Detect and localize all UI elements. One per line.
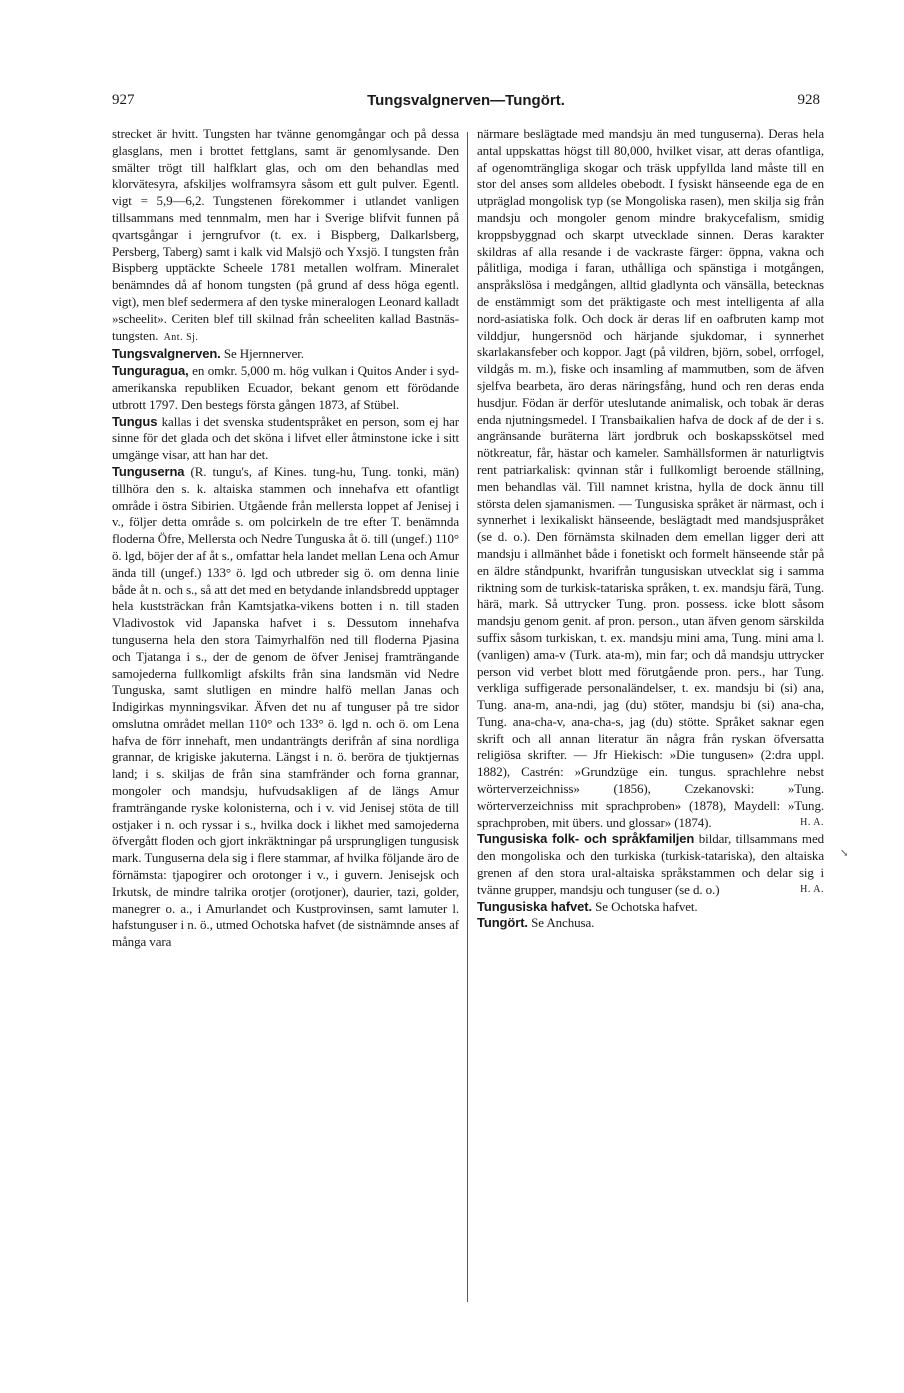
headword: Tungus (112, 413, 158, 429)
headword: Tunguserna (112, 463, 185, 479)
entry-text: Se Hjernnerver. (223, 346, 304, 362)
entry-text: kallas i det svenska studentspråket en person, som ej har sinne för det glada och det sköna i lifvet eller åtminstone icke i sitt umgänge visar, att han har det. (112, 413, 460, 463)
running-title: Tungsvalgnerven—Tungört. (367, 92, 565, 109)
page-header (112, 92, 820, 118)
entry-text: (R. tungu's, af Kines. tung-hu, Tung. tonki, män) tillhöra den s. k. altaiska stammen och innehafva ett ofantligt område i östra Sibirien. Utgående från mellersta loppet af Jenisej i v., följer detta område s. om polcirkeln de tre efter T. benämnda floderna Öfre, Mellersta och Nedre Tunguska åt ö. till (ungef.) 110° ö. lgd, böjer der af åt s., omfattar hela landet mellan Lena och Amur ända till (ungef.) 133° ö. lgd och utbreder sig ö. om denna linie både åt n. och s., så att det med en betydande inlandsbredd upptager hela kuststräckan från Kamtsjatka-vikens botten i n. till staden Vladivostok vid Japanska hafvet i s. Dessutom innehafva tunguserna hela den stora Taimyrhalfön ned till floderna Pjasina och Tjatanga i s., der de genom de öfver Jenisej framträngande samojederna fullkomligt afskilts från sina landsmän vid Nedre Tunguska, samt slutligen en mindre halfö mellan Janas och Indigirkas mynningsvikar. Äfven det nu af tunguser på tre sidor omslutna området mellan 110° och 133° ö. lgd n. och ö. om Lena hafva de förr innehaft, men undanträngts derifrån af sina nordliga grannar, de krigiske jakuterna. Längst i n. ö. beröra de tjuktjernas land; i s. skiljas de från sina stamfränder och forna grannar, mongoler och mandsju, hufvudsakligen af de längs Amur framträngande ryske kolonisterna, och i v. vid Jenisej stöta de till ostjaker i n. och ryssar i s., hvilka dock i likhet med samojederna öfvergått floden och gjort inkräktningar på ursprungligen tungusisk mark. Tunguserna dela sig i flere stammar, af hvilka följande äro de förnämsta: tjapogirer och orotonger i v., i guvern. Jenisejsk och Irkutsk, de mindre talrika orotjer (orotjoner), daurier, tazi, golder, manegrer o. a., i Amurlandet och Kustprovinsen, samt lamuter l. hafstunguser i n. ö., utmed Ochotska hafvet (de sistnämnde anses af många vara (112, 463, 459, 950)
author-signature: H. A. (800, 883, 824, 895)
column-divider (467, 132, 468, 1302)
page-number-left: 927 (112, 92, 135, 108)
entry-text: Se Anchusa. (531, 915, 595, 931)
entry-tungusiska-hafvet (477, 899, 824, 916)
stray-mark: ↘ (840, 848, 849, 859)
entry-tungsvalgnerven (112, 346, 459, 363)
author-signature: H. A. (800, 816, 824, 828)
headword: Tungusiska hafvet. (477, 898, 592, 914)
right-column (477, 126, 824, 932)
entry-text: strecket är hvitt. Tungsten har tvänne genomgångar och på dessa glasglans, men i brottet fettglans, samt är genomlysande. Den smälter trögt till halfklart glas, och om den behandlas med klorvätesyra, afskiljes wolframsyra såsom ett gult pulver. Egentl. vigt = 5,9—6,2. Tungstenen förekommer i utlandet vanligen tillsammans med tennmalm, men har i Sverige blifvit funnen på qvartsgångar i jerngrufvor (t. ex. i Bispberg, Dalkarlsberg, Persberg, Taberg) samt i kalk vid Malsjö och Yxsjö. I tungsten från Bispberg upptäckte Scheele 1781 metallen wolfram. Mineralet benämndes då af honom tungsten (på grund af dess höga egentl. vigt), men blef sedermera af den tyske mineralogen Leonard kalladt »scheelit». Ceriten blef till skilnad från scheeliten kallad Bastnäs-tungsten. (112, 126, 459, 343)
author-signature: Ant. Sj. (163, 331, 199, 343)
entry-tungort (477, 915, 824, 932)
entry-tungus (112, 414, 459, 464)
page-number-right: 928 (797, 92, 820, 108)
left-column (112, 126, 459, 951)
headword: Tungört. (477, 915, 528, 931)
entry-tunguserna (112, 464, 459, 951)
entry-continuation (112, 126, 459, 346)
entry-tunguragua (112, 363, 459, 413)
entry-text: bildar, tillsammans med den mongoliska och den turkiska (turkisk-tatariska), den altaiska grenen af den stora ural-altaiska språkstammen och delar sig i tvänne grupper, mandsju och tunguser (se d. o.) (477, 831, 825, 897)
entry-continuation (477, 126, 824, 831)
headword: Tungsvalgnerven. (112, 346, 221, 362)
entry-text: Se Ochotska hafvet. (595, 898, 698, 914)
entry-text: närmare beslägtade med mandsju än med tunguserna). Deras hela antal uppskattas högst till 80,000, hvilket visar, att deras ofantliga, af ogenomträngliga skogar och träsk uppfyllda land måste till en stor del anses som alldeles obebodt. I fysiskt hänseende ega de en utpräglad mongolisk typ (se Mongoliska rasen), men skilja sig från mandsju och mongoler genom mindre brakycefalism, smidig kroppsbyggnad och skarpt utvecklade sinnen. Deras karakter skildras af alla resande i de vackraste färger: öppna, vakna och pålitliga, modiga i faran, uthålliga och spänstiga i motgången, anspråkslösa i medgången, alltid gladlynta och vänsälla, betecknas de enstämmigt som det präktigaste och mest intelligenta af alla nord-asiatiska folk. Och dock är deras lif en oafbruten kamp mot vilddjur, hungersnöd och härjande sjukdomar, i synnerhet skarlakansfeber och koppor. Jagt (på vildren, björn, sobel, orrfogel, vildgås m. m.), fiske och insamling af mammutben, som de äfven sjelfva bearbeta, äro deras näringsfång, hund och ren deras enda husdjur. Födan är derför uteslutande animalisk, och tobak är deras enda njutningsmedel. I Transbaikalien hafva de dock af de der i s. angränsande buräterna lärt jordbruk och boskapsskötsel med nötkreatur, får, hästar och kameler. Samhällsformen är naturligtvis rent patriarkalisk: qvinnan står i fullkomligt beroende ställning, men behandlas väl. Till namnet kristna, hylla de dock ännu till största delen sjamanismen. — Tungusiska språket är närmast, och i synnerhet i lexikaliskt hänseende, beslägtadt med mandsjuspråket (se d. o.). Den förnämsta skilnaden dem emellan ligger deri att mandsju i allmänhet både i fonetiskt och formelt hänseende står på en äldre ståndpunkt, hvarifrån tungusiskan utvecklat sig i samma riktning som de turkisk-tatariska språken, t. ex. mandsju färä, Tung. härä, mark. Så uttrycker Tung. pron. possess. icke blott såsom mandsju genom genit. af pron. person., utan äfven genom särskilda suffix såsom turkiskan, t. ex. mandsju mini ama, Tung. mini ama l. (vanligen) ama-v (Turk. ata-m), min far; och då mandsju uttrycker person vid verbet blott med förutgående pron. pers., har Tung. verkliga suffigerade personaländelser, t. ex. mandsju bi (si) ana, Tung. ana-m, ana-ndi, jag (du) stöter, mandsju bi (si) ana-cha, Tung. ana-cha-v, ana-cha-s, jag (du) stötte. Språket saknar egen skrift och all annan literatur än några från ryskan öfversatta religiösa skrifter. — Jfr Hiekisch: »Die tungusen» (2:dra uppl. 1882), Castrén: »Grundzüge ein. tungus. sprachlehre nebst wörterverzeichniss» (1856), Czekanovski: »Tung. wörterverzeichniss mit sprachproben» (1878), Maydell: »Tung. sprachproben, mit übers. und glossar» (1874). (477, 126, 824, 830)
entry-tungusiska-folk (477, 831, 824, 898)
headword: Tungusiska folk- och språkfamiljen (477, 831, 695, 847)
headword: Tunguragua, (112, 363, 189, 379)
entry-text: en omkr. 5,000 m. hög vulkan i Quitos Ander i syd-amerikanska republiken Ecuador, bekant genom ett förödande utbrott 1797. Den bestegs första gången 1873, af Stübel. (112, 363, 459, 412)
